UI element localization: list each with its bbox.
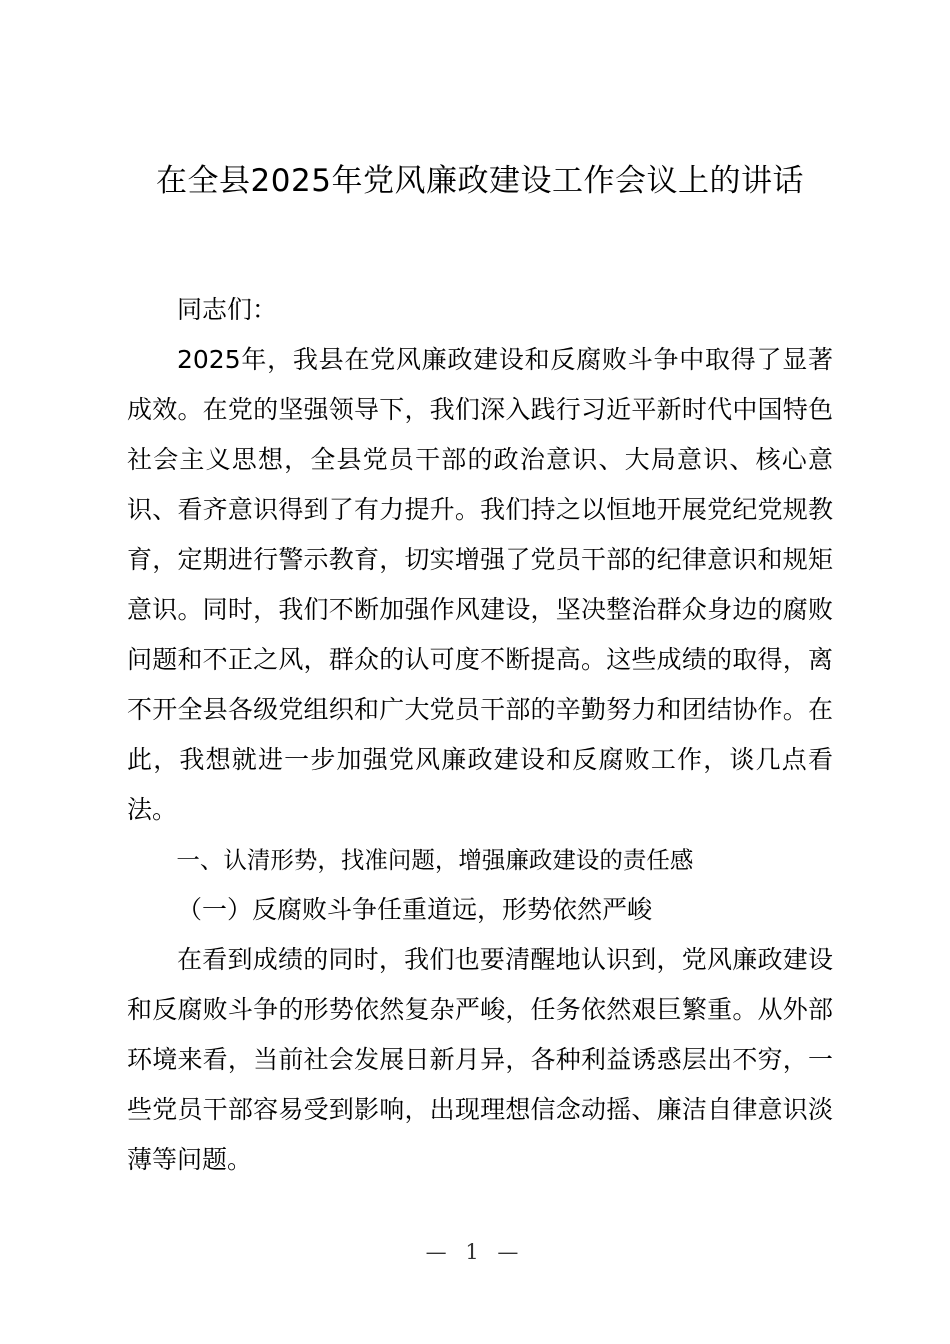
section-heading-1: 一、认清形势，找准问题，增强廉政建设的责任感 [176, 846, 694, 874]
salutation: 同志们： [177, 295, 278, 324]
page-number: — 1 — [425, 1240, 525, 1264]
document-body [127, 285, 833, 1185]
subsection-heading-1: （一）反腐败斗争任重道远，形势依然严峻 [177, 895, 653, 924]
body-paragraph-2: 在看到成绩的同时，我们也要清醒地认识到，党风廉政建设和反腐败斗争的形势依然复杂严峻，任务依然艰巨繁重。从外部环境来看，当前社会发展日新月异，各种利益诱惑层出不穷，一些党员干部容易受到影响，出现理想信念动摇、廉洁自律意识淡薄等问题。 [127, 945, 833, 1174]
document-title: 在全县2025年党风廉政建设工作会议上的讲话 [156, 163, 804, 199]
body-paragraph-1: 2025年，我县在党风廉政建设和反腐败斗争中取得了显著成效。在党的坚强领导下，我们深入践行习近平新时代中国特色社会主义思想，全县党员干部的政治意识、大局意识、核心意识、看齐意识得到了有力提升。我们持之以恒地开展党纪党规教育，定期进行警示教育，切实增强了党员干部的纪律意识和规矩意识。同时，我们不断加强作风建设，坚决整治群众身边的腐败问题和不正之风，群众的认可度不断提高。这些成绩的取得，离不开全县各级党组织和广大党员干部的辛勤努力和团结协作。在此，我想就进一步加强党风廉政建设和反腐败工作，谈几点看法。 [127, 345, 833, 824]
